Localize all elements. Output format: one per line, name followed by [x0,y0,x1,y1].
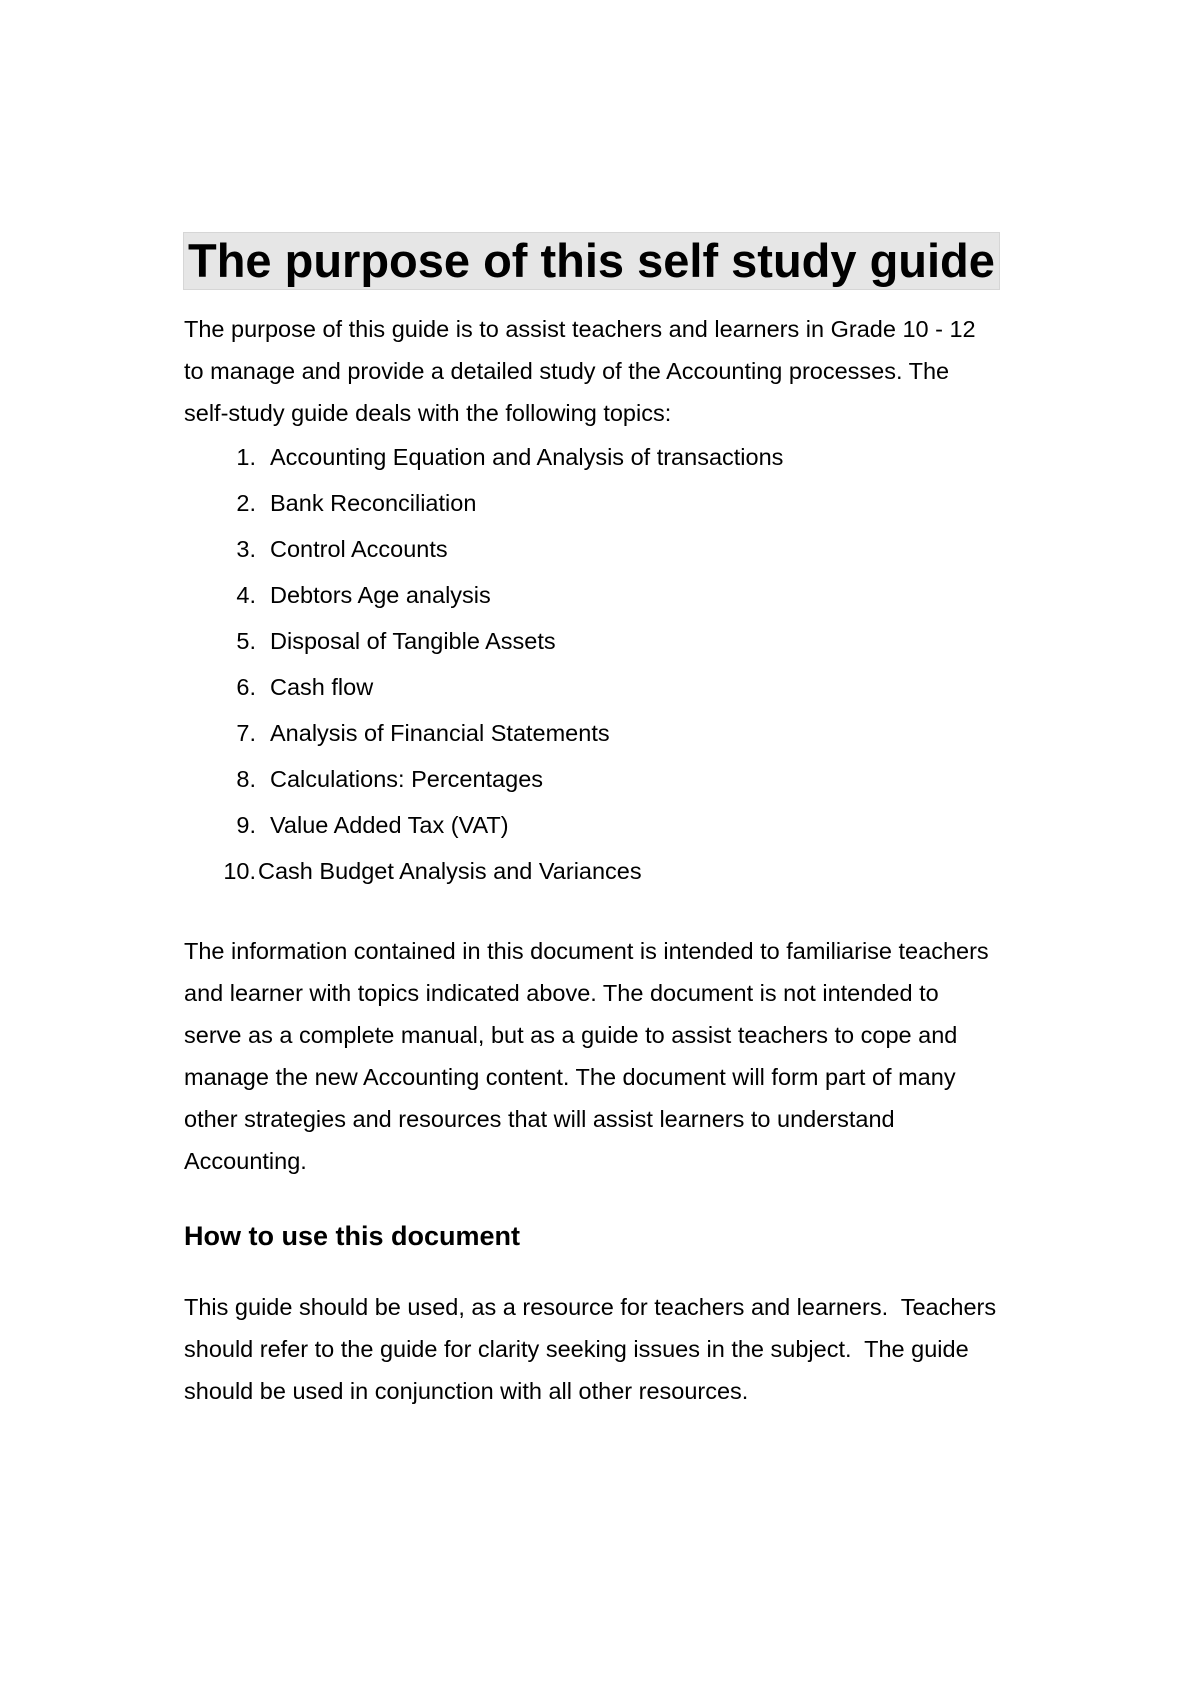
info-line: manage the new Accounting content. The document will form part of many [184,1064,956,1090]
info-line: and learner with topics indicated above. The document is not intended to [184,980,939,1006]
title-highlight [183,232,1000,290]
topic-list [184,434,1024,894]
intro-line: self-study guide deals with the following topics: [184,400,672,426]
list-item-label: Bank Reconciliation [270,490,477,516]
list-item-label: Cash Budget Analysis and Variances [258,858,642,884]
info-paragraph [184,930,1024,1182]
list-item-number: 1. [236,444,256,470]
list-item [184,572,1024,618]
list-item-number: 9. [236,812,256,838]
list-item-number: 4. [236,582,256,608]
list-item-number: 3. [236,536,256,562]
section-heading: How to use this document [184,1221,521,1251]
list-item-number: 2. [236,490,256,516]
list-item-label: Disposal of Tangible Assets [270,628,556,654]
usage-paragraph [184,1286,1024,1412]
list-item-number: 8. [236,766,256,792]
list-item [184,480,1024,526]
list-item-number: 10. [223,858,256,884]
list-item [184,618,1024,664]
usage-line: should refer to the guide for clarity seeking issues in the subject. The guide [184,1336,969,1362]
list-item [184,802,1024,848]
info-line: The information contained in this document is intended to familiarise teachers [184,938,989,964]
info-line: Accounting. [184,1148,307,1174]
usage-line: This guide should be used, as a resource for teachers and learners. Teachers [184,1294,997,1320]
list-item [184,848,1024,894]
intro-line: The purpose of this guide is to assist teachers and learners in Grade 10 - 12 [184,316,976,342]
document-page [184,232,1024,1412]
list-item-label: Control Accounts [270,536,448,562]
list-item-number: 6. [236,674,256,700]
intro-paragraph [184,308,1024,434]
list-item-label: Cash flow [270,674,374,700]
list-item-label: Value Added Tax (VAT) [270,812,509,838]
intro-line: to manage and provide a detailed study of the Accounting processes. The [184,358,950,384]
info-line: serve as a complete manual, but as a guide to assist teachers to cope and [184,1022,958,1048]
list-item [184,756,1024,802]
list-item [184,526,1024,572]
info-line: other strategies and resources that will assist learners to understand [184,1106,895,1132]
page-title: The purpose of this self study guide [188,234,995,287]
usage-line: should be used in conjunction with all other resources. [184,1378,749,1404]
list-item [184,664,1024,710]
list-item-number: 5. [236,628,256,654]
list-item-number: 7. [236,720,256,746]
list-item-label: Analysis of Financial Statements [270,720,610,746]
list-item [184,434,1024,480]
list-item-label: Calculations: Percentages [270,766,544,792]
list-item [184,710,1024,756]
list-item-label: Accounting Equation and Analysis of transactions [270,444,784,470]
list-item-label: Debtors Age analysis [270,582,491,608]
